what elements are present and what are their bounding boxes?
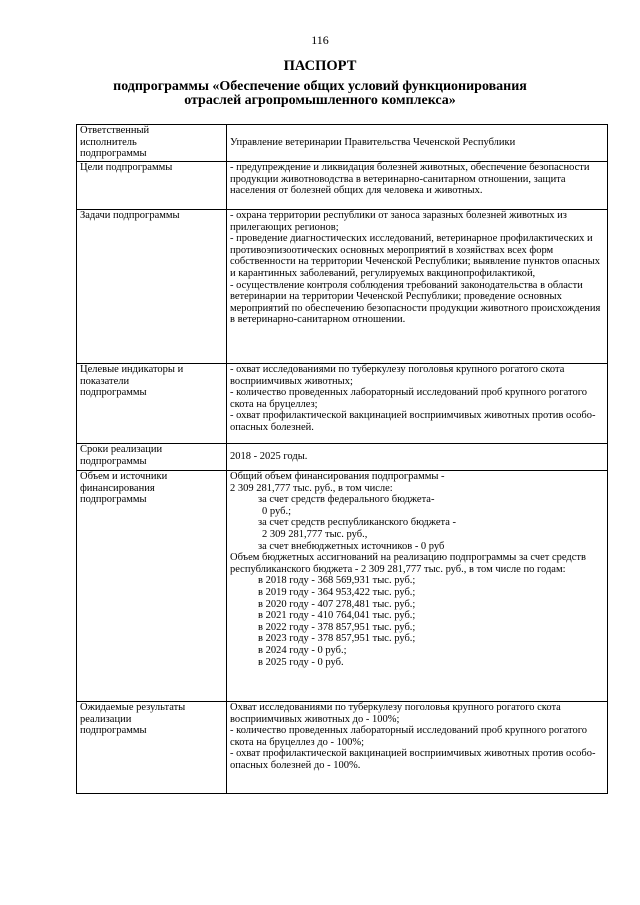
subtitle-line-1: подпрограммы «Обеспечение общих условий функционирования	[113, 79, 527, 94]
document-title: ПАСПОРТ	[283, 58, 357, 74]
funding-year-item: в 2022 году - 378 857,951 тыс. руб.;	[258, 621, 416, 633]
terms-value-cell	[227, 444, 608, 471]
goals-label: Цели подпрограммы	[80, 162, 173, 173]
task-item: - охрана территории республики от заноса заразных болезней животных из прилегающих регионов;	[230, 210, 567, 233]
row-funding	[77, 471, 608, 702]
indicators-label: Целевые индикаторы и показатели подпрограммы	[80, 364, 184, 399]
terms-label-cell	[77, 444, 227, 471]
funding-year-item: в 2025 году - 0 руб.	[258, 656, 344, 668]
row-executor	[77, 125, 608, 162]
funding-republic-label: за счет средств республиканского бюджета -	[258, 517, 457, 529]
funding-total-line-1: Общий объем финансирования подпрограммы -	[230, 471, 445, 482]
goals-label-cell	[77, 162, 227, 210]
indicators-value-cell	[227, 364, 608, 444]
funding-year-item: в 2019 году - 364 953,422 тыс. руб.;	[258, 586, 416, 598]
funding-label: Объем и источники финансирования подпрограммы	[80, 471, 168, 506]
funding-year-item: в 2023 году - 378 857,951 тыс. руб.;	[258, 633, 416, 645]
funding-federal-value: 0 руб.;	[262, 505, 291, 517]
funding-year-item: в 2020 году - 407 278,481 тыс. руб.;	[258, 598, 416, 610]
results-value-cell	[227, 702, 608, 794]
results-label: Ожидаемые результаты реализации подпрограммы	[80, 702, 186, 737]
funding-label-cell	[77, 471, 227, 702]
tasks-label: Задачи подпрограммы	[80, 210, 180, 221]
passport-table	[76, 124, 608, 794]
goals-value-cell	[227, 162, 608, 210]
results-label-cell	[77, 702, 227, 794]
task-item: - осуществление контроля соблюдения требований законодательства в области ветеринарии на территории Чеченской Республики; проведение основных мероприятий по обеспечению безопасности продукции животного происхождения в ветеринарно-санитарном отношении.	[230, 279, 601, 326]
result-item: - количество проведенных лабораторный исследований проб крупного рогатого скота на бруцеллез до - 100%;	[230, 725, 587, 748]
funding-offbudget: за счет внебюджетных источников - 0 руб	[258, 540, 445, 552]
terms-label: Сроки реализации подпрограммы	[80, 444, 163, 467]
executor-value: Управление ветеринарии Правительства Чеченской Республики	[230, 137, 516, 149]
document-subtitle	[95, 80, 545, 108]
row-tasks	[77, 210, 608, 364]
indicator-item: - охват профилактической вакцинацией восприимчивых животных против особо-опасных болезней.	[230, 410, 596, 433]
executor-label-cell	[77, 125, 227, 162]
executor-value-cell	[227, 125, 608, 162]
funding-total-line-2: 2 309 281,777 тыс. руб., в том числе:	[230, 482, 393, 494]
terms-value: 2018 - 2025 годы.	[230, 451, 308, 463]
row-goals	[77, 162, 608, 210]
funding-year-item: в 2018 году - 368 569,931 тыс. руб.;	[258, 575, 416, 587]
funding-year-item: в 2024 году - 0 руб.;	[258, 644, 347, 656]
tasks-value-cell	[227, 210, 608, 364]
funding-federal-label: за счет средств федерального бюджета-	[258, 494, 435, 506]
result-item: Охват исследованиями по туберкулезу поголовья крупного рогатого скота восприимчивых животных до - 100%;	[230, 702, 561, 725]
funding-assign-text: Объем бюджетных ассигнований на реализацию подпрограммы за счет средств республиканского бюджета - 2 309 281,777 тыс. руб., в том числе по годам:	[230, 552, 586, 575]
funding-value-cell	[227, 471, 608, 702]
indicators-label-cell	[77, 364, 227, 444]
row-indicators	[77, 364, 608, 444]
page-number: 116	[311, 33, 329, 47]
result-item: - охват профилактической вакцинацией восприимчивых животных против особо-опасных болезней до - 100%.	[230, 748, 596, 771]
goals-value: - предупреждение и ликвидация болезней животных, обеспечение безопасности продукции животноводства в ветеринарно-санитарном отношении, защита населения от болезней общих для человека и животных.	[230, 162, 590, 197]
row-results	[77, 702, 608, 794]
task-item: - проведение диагностических исследований, ветеринарное профилактических и противоэпизоотических основных мероприятий в хозяйствах всех форм собственности на территории Чеченской Республики; выявление пунктов опасных и карантинных заболеваний, регулируемых вакцинопрофилактикой,	[230, 233, 601, 279]
subtitle-line-2: отраслей агропромышленного комплекса»	[184, 93, 456, 108]
executor-label: Ответственный исполнитель подпрограммы	[80, 125, 150, 160]
indicator-item: - охват исследованиями по туберкулезу поголовья крупного рогатого скота восприимчивых животных;	[230, 364, 565, 387]
funding-year-item: в 2021 году - 410 764,041 тыс. руб.;	[258, 610, 416, 622]
funding-republic-value: 2 309 281,777 тыс. руб.,	[262, 528, 368, 540]
tasks-label-cell	[77, 210, 227, 364]
row-terms	[77, 444, 608, 471]
indicator-item: - количество проведенных лабораторный исследований проб крупного рогатого скота на бруцеллез;	[230, 387, 587, 410]
